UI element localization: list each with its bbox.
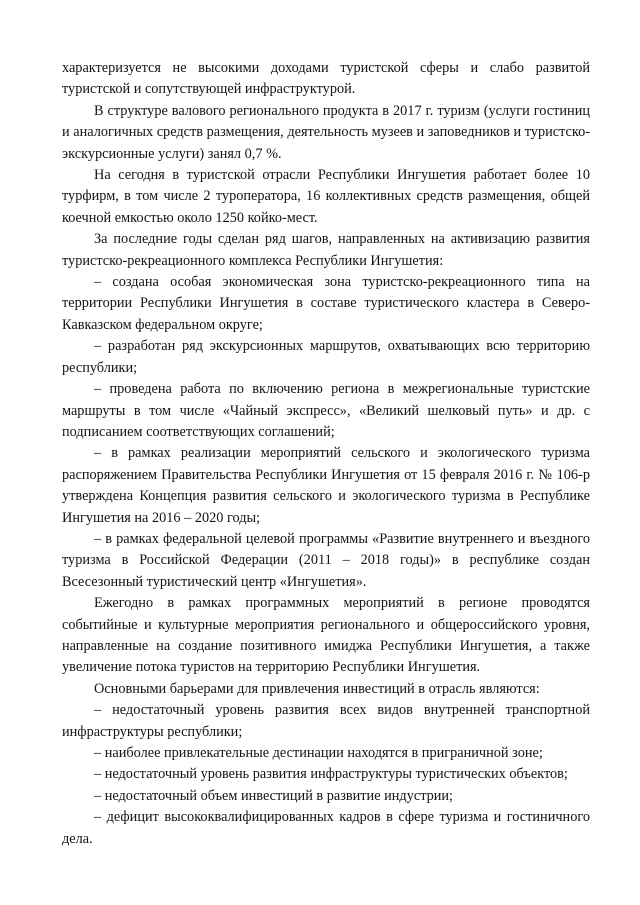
list-item-transport: – недостаточный уровень развития всех видов внутренней транспортной инфраструктуры республики; xyxy=(62,702,590,740)
paragraph-annual-events: Ежегодно в рамках программных мероприятий в регионе проводятся событийные и культурные мероприятия регионального и общероссийского уровня, направленные на создание позитивного имиджа Республики Ингушетия, а также увеличение потока туристов на территорию Республики Ингушетия. xyxy=(62,595,590,676)
list-item-eco-concept: – в рамках реализации мероприятий сельского и экологического туризма распоряжением Правительства Республики Ингушетия от 15 февраля 2016 г. № 106-р утверждена Концепция развития сельского и экологического туризма в Республике Ингушетия на 2016 – 2020 годы; xyxy=(62,445,590,526)
list-item-interregional-routes: – проведена работа по включению региона в межрегиональные туристские маршруты в том числе «Чайный экспресс», «Великий шелковый путь» и др. с подписанием соответствующих соглашений; xyxy=(62,381,590,440)
paragraph-barriers-intro: Основными барьерами для привлечения инвестиций в отрасль являются: xyxy=(94,680,540,697)
list-item-tourist-center: – в рамках федеральной целевой программы «Развитие внутреннего и въездного туризма в Российской Федерации (2011 – 2018 годы)» в республике создан Всесезонный туристический центр «Ингушетия». xyxy=(62,530,590,590)
list-item-infrastructure: – недостаточный уровень развития инфраструктуры туристических объектов; xyxy=(94,766,568,783)
list-item-border-zone: – наиболее привлекательные дестинации находятся в приграничной зоне; xyxy=(94,745,543,761)
paragraph-continuation: характеризуется не высокими доходами туристской сферы и слабо развитой туристской и сопутствующей инфраструктурой. xyxy=(62,60,590,98)
list-item-special-zone: – создана особая экономическая зона туристско-рекреационного типа на территории Республики Ингушетия в составе туристического кластера в Северо-Кавказском федеральном округе; xyxy=(62,274,590,333)
document-page xyxy=(62,58,590,850)
list-item-investment: – недостаточный объем инвестиций в развитие индустрии; xyxy=(94,787,454,804)
paragraph-steps-intro: За последние годы сделан ряд шагов, направленных на активизацию развития туристско-рекреационного комплекса Республики Ингушетия: xyxy=(62,231,590,269)
paragraph-industry-stats: На сегодня в туристской отрасли Республики Ингушетия работает более 10 турфирм, в том числе 2 туроператора, 16 коллективных средств размещения, общей коечной емкостью около 1250 койко-мест. xyxy=(62,167,590,226)
paragraph-grp-share: В структуре валового регионального продукта в 2017 г. туризм (услуги гостиниц и аналогичных средств размещения, деятельность музеев и заповедников и туристско-экскурсионные услуги) занял 0,7 %. xyxy=(62,102,590,162)
list-item-staff-deficit: – дефицит высококвалифицированных кадров в сфере туризма и гостиничного дела. xyxy=(62,809,590,847)
list-item-excursion-routes: – разработан ряд экскурсионных маршрутов, охватывающих всю территорию республики; xyxy=(62,338,590,376)
